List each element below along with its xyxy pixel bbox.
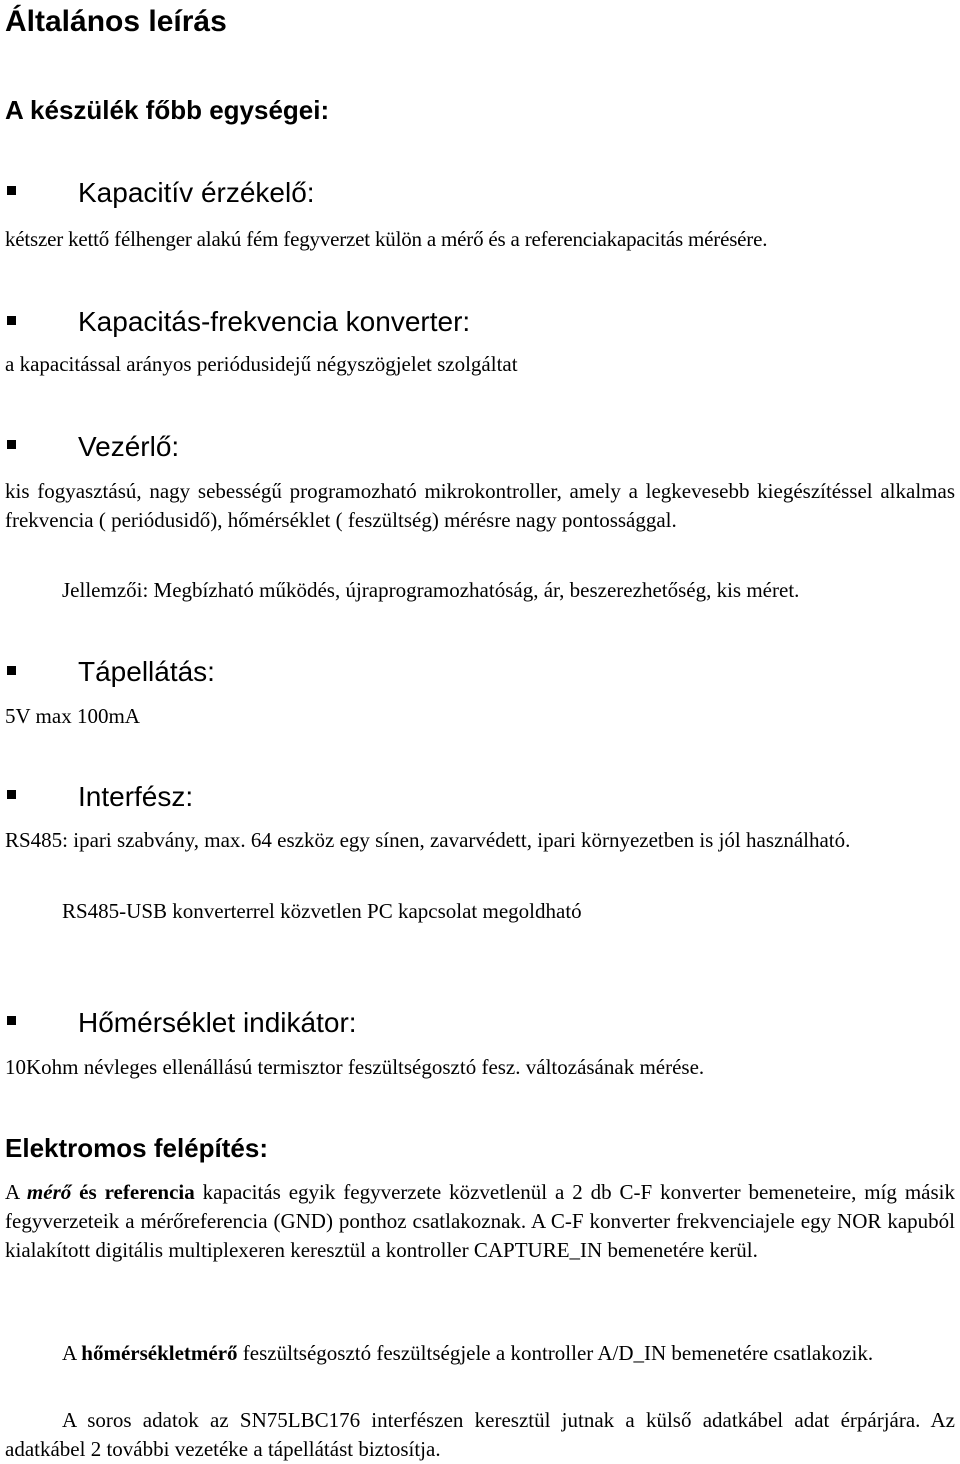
page-title: Általános leírás bbox=[5, 5, 227, 38]
bullet-icon bbox=[7, 186, 16, 195]
section-heading-interface: Interfész: bbox=[78, 781, 194, 812]
section-heading-converter: Kapacitás-frekvencia konverter: bbox=[78, 306, 471, 337]
p1-pre: A bbox=[5, 1180, 27, 1204]
electrical-heading: Elektromos felépítés: bbox=[5, 1133, 268, 1163]
section-heading-controller: Vezérlő: bbox=[78, 431, 180, 462]
section-text-temperature: 10Kohm névleges ellenállású termisztor feszültségosztó fesz. változásának mérése. bbox=[5, 1055, 705, 1079]
section-text-converter: a kapacitással arányos periódusidejű négyszögjelet szolgáltat bbox=[5, 352, 518, 376]
section-heading-power: Tápellátás: bbox=[78, 656, 215, 687]
p1-bold-reference: és referencia bbox=[79, 1180, 195, 1204]
section-text-controller: kis fogyasztású, nagy sebességű programozható mikrokontroller, amely a legkevesebb kiegészítéssel alkalmas frekvencia ( periódusidő), hőmérséklet ( feszültség) mérésre nagy pontossággal. bbox=[5, 479, 955, 532]
p2-pre: A bbox=[62, 1341, 82, 1365]
section-note-interface: RS485-USB konverterrel közvetlen PC kapcsolat megoldható bbox=[62, 899, 582, 923]
section-heading-temperature: Hőmérséklet indikátor: bbox=[78, 1007, 357, 1038]
section-note-controller: Jellemzői: Megbízható működés, újraprogramozhatóság, ár, beszerezhetőség, kis méret. bbox=[62, 578, 800, 602]
bullet-icon bbox=[7, 440, 16, 449]
electrical-paragraph-1 bbox=[5, 1178, 955, 1265]
p1-bold-measure: mérő bbox=[26, 1180, 72, 1204]
section-heading-sensor: Kapacitív érzékelő: bbox=[78, 177, 315, 208]
p1-post: kapacitás egyik fegyverzete közvetlenül a 2 db C-F konverter bemeneteire, míg másik fegyverzeteik a mérőreferencia (GND) ponthoz csatlakoznak. A C-F konverter frekvenciajele egy NOR kapuból kialakított digitális multiplexeren keresztül a kontroller CAPTURE_IN bemenetére kerül. bbox=[5, 1180, 955, 1262]
bullet-icon bbox=[7, 316, 16, 325]
bullet-icon bbox=[7, 790, 16, 799]
section-text-power: 5V max 100mA bbox=[5, 704, 140, 728]
section-text-sensor: kétszer kettő félhenger alakú fém fegyverzet külön a mérő és a referenciakapacitás mérésére. bbox=[5, 227, 768, 251]
electrical-paragraph-2 bbox=[5, 1339, 955, 1368]
bullet-icon bbox=[7, 1016, 16, 1025]
bullet-icon bbox=[7, 666, 16, 675]
p1-space bbox=[71, 1180, 79, 1204]
section-text-interface: RS485: ipari szabvány, max. 64 eszköz egy sínen, zavarvédett, ipari környezetben is jól használható. bbox=[5, 828, 851, 852]
p2-bold-temp: hőmérsékletmérő bbox=[81, 1341, 238, 1365]
units-heading: A készülék főbb egységei: bbox=[5, 95, 330, 125]
p2-post: feszültségosztó feszültségjele a kontroller A/D_IN bemenetére csatlakozik. bbox=[237, 1341, 874, 1365]
electrical-paragraph-3: A soros adatok az SN75LBC176 interfészen keresztül jutnak a külső adatkábel adat érpárjára. Az adatkábel 2 további vezetéke a tápellátást biztosítja. bbox=[5, 1408, 955, 1461]
